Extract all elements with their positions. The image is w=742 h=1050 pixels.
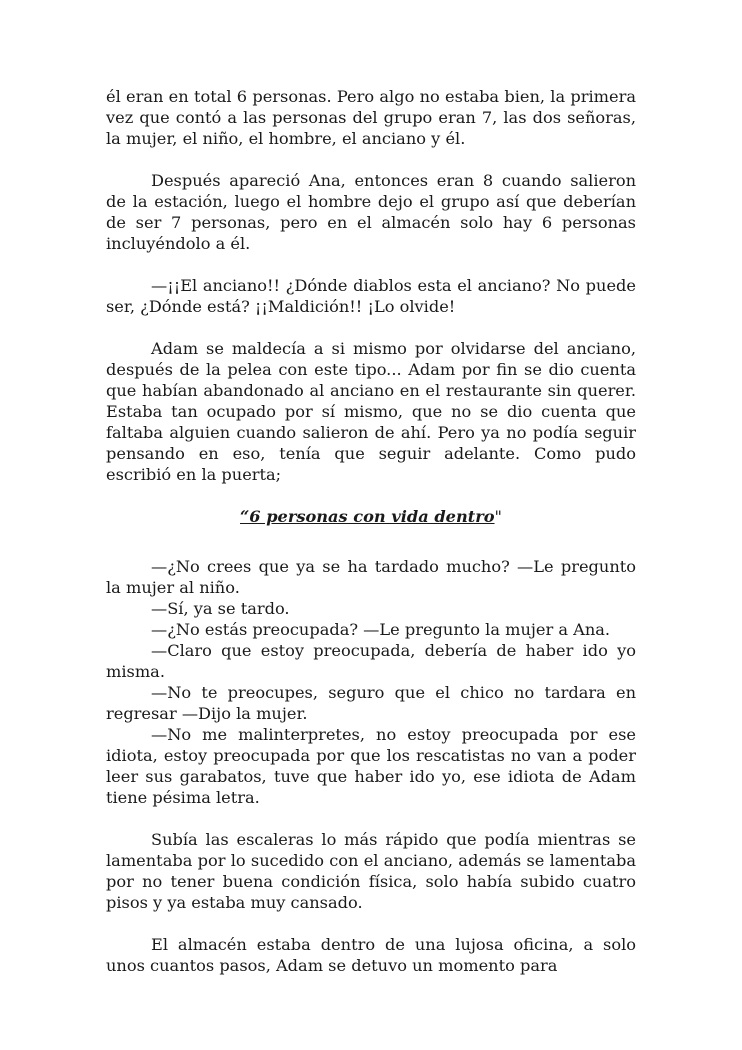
- dialogue-line: —¿No estás preocupada? —Le pregunto la mujer a Ana.: [151, 620, 611, 639]
- dialogue-line: —No me malinterpretes, no estoy preocupada por ese idiota, estoy preocupada por que los rescatistas no van a poder leer sus garabatos, tuve que haber ido yo, ese idiota de Adam tiene pésima letra.: [106, 725, 636, 807]
- paragraph: El almacén estaba dentro de una lujosa oficina, a solo unos cuantos pasos, Adam se detuvo un momento para: [106, 935, 636, 975]
- section-title-text: “6 personas con vida dentro: [240, 507, 495, 526]
- paragraph: Después apareció Ana, entonces eran 8 cuando salieron de la estación, luego el hombre dejo el grupo así que deberían de ser 7 personas, pero en el almacén solo hay 6 personas incluyéndolo a él.: [106, 171, 636, 253]
- paragraph: —¡¡El anciano!! ¿Dónde diablos esta el anciano? No puede ser, ¿Dónde está? ¡¡Maldición!! ¡Lo olvide!: [106, 276, 636, 316]
- dialogue-line: —No te preocupes, seguro que el chico no tardara en regresar —Dijo la mujer.: [106, 683, 636, 723]
- paragraph: Subía las escaleras lo más rápido que podía mientras se lamentaba por lo sucedido con el anciano, además se lamentaba por no tener buena condición física, solo había subido cuatro pisos y ya estaba muy cansado.: [106, 830, 636, 912]
- paragraph: Adam se maldecía a si mismo por olvidarse del anciano, después de la pelea con este tipo... Adam por fin se dio cuenta que habían abandonado al anciano en el restaurante sin querer. Estaba tan ocupado por sí mismo, que no se dio cuenta que faltaba alguien cuando salieron de ahí. Pero ya no podía seguir pensando en eso, tenía que seguir adelante. Como pudo escribió en la puerta;: [106, 339, 636, 484]
- section-title-closing-quote: ": [494, 507, 502, 526]
- document-page: [106, 86, 636, 997]
- dialogue-line: —Sí, ya se tardo.: [151, 599, 290, 618]
- dialogue-line: —¿No crees que ya se ha tardado mucho? —Le pregunto la mujer al niño.: [106, 557, 636, 597]
- dialogue-line: —Claro que estoy preocupada, debería de haber ido yo misma.: [106, 641, 636, 681]
- section-title: [106, 506, 636, 527]
- paragraph: él eran en total 6 personas. Pero algo no estaba bien, la primera vez que contó a las personas del grupo eran 7, las dos señoras, la mujer, el niño, el hombre, el anciano y él.: [106, 87, 636, 148]
